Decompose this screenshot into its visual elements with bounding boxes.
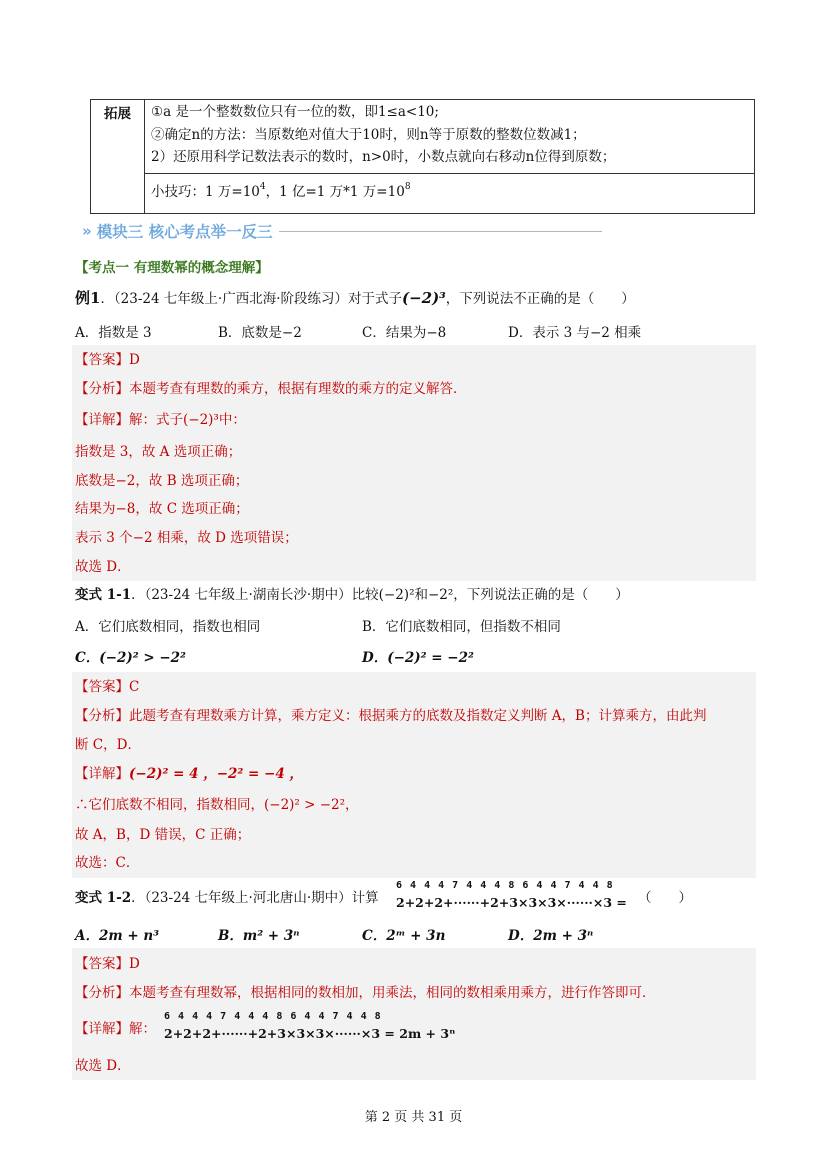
variant-1-1-stem-text: ．（23-24 七年级上·湖南长沙·期中）比较(−2)²和−2²，下列说法正确的是（ ） <box>131 587 629 603</box>
variant-1-1-analysis-1 <box>75 704 706 724</box>
example-1-option-c: C．结果为−8 <box>362 325 447 341</box>
variant-1-2-overbrace: 6 4 4 4 7 4 4 4 8 6 4 4 7 4 4 8 <box>396 880 614 891</box>
example-1-stem-b: ，下列说法不正确的是（ ） <box>445 291 635 307</box>
extension-line-2: ②确定n的方法：当原数绝对值大于10时，则n等于原数的整数位数减1； <box>151 126 586 143</box>
variant-1-1-option-a: A．它们底数相同，指数也相同 <box>75 619 261 635</box>
variant-1-1-detail-3: 故 A，B，D 错误，C 正确； <box>75 827 251 843</box>
analysis-text: 本题考查有理数幂，根据相同的数相加，用乘法，相同的数相乘用乘方，进行作答即可． <box>129 985 656 1001</box>
example-1-detail-line: 指数是 3，故 A 选项正确； <box>75 444 242 460</box>
variant-1-2-stem-a: ．（23-24 七年级上·河北唐山·期中）计算 <box>131 890 379 906</box>
variant-1-2-detail-end: 故选 D． <box>75 1058 131 1074</box>
example-1-label: 例1 <box>75 289 101 307</box>
detail-tag: 【详解】 <box>75 766 129 782</box>
example-1-detail-line: 底数是−2，故 B 选项正确； <box>75 473 249 489</box>
module-title: 模块三 核心考点举一反三 <box>96 223 273 241</box>
variant-1-2-option-b: B．m² + 3ⁿ <box>218 928 300 944</box>
variant-1-1-option-d: D．(−2)² = −2² <box>362 650 474 666</box>
example-1-detail-intro <box>75 408 246 428</box>
detail-tag: 【详解】 <box>75 412 129 428</box>
variant-1-2-expression: 2+2+2+······+2+3×3×3×······×3 = <box>396 895 627 910</box>
example-1-option-a: A．指数是 3 <box>75 325 152 341</box>
example-1-expr: (−2)³ <box>401 289 446 307</box>
page-footer: 第 2 页 共 31 页 <box>364 1110 463 1125</box>
module-title-bar <box>82 219 602 243</box>
variant-1-1-answer <box>75 675 139 695</box>
extension-line-3: 2）还原用科学记数法表示的数时，n>0时，小数点就向右移动n位得到原数； <box>151 149 616 165</box>
double-chevron-icon: » <box>82 222 89 240</box>
detail-pre: 解： <box>129 1021 156 1037</box>
variant-1-1-detail-1 <box>75 762 303 782</box>
variant-1-1-option-c: C．(−2)² > −2² <box>75 650 186 666</box>
tip-exponent-2: 8 <box>404 181 411 192</box>
tip-middle: ，1 亿=1 万*1 万=10 <box>265 183 405 200</box>
module-divider <box>279 231 602 232</box>
detail-intro-text: 解：式子(−2)³中： <box>129 412 246 428</box>
variant-1-1-label: 变式 1-1 <box>75 587 132 603</box>
analysis-text: 此题考查有理数乘方计算，乘方定义：根据乘方的底数及指数定义判断 A，B；计算乘方，由此判 <box>129 708 707 724</box>
variant-1-2-detail-expression: 2+2+2+······+2+3×3×3×······×3 = 2m + 3ⁿ <box>164 1026 456 1041</box>
example-1-option-b: B．底数是−2 <box>218 325 302 341</box>
extension-notes <box>145 100 755 174</box>
example-1-analysis <box>75 377 467 397</box>
variant-1-2-analysis <box>75 981 656 1001</box>
example-1-answer <box>75 348 140 368</box>
variant-1-1-option-b: B．它们底数相同，但指数不相同 <box>362 619 561 635</box>
variant-1-2-option-c: C．2ᵐ + 3n <box>362 928 446 944</box>
analysis-tag: 【分析】 <box>75 985 129 1001</box>
variant-1-2-answer <box>75 952 140 972</box>
variant-1-1-stem <box>75 583 629 603</box>
variant-1-1-detail-2: ∴它们底数不相同，指数相同，(−2)² > −2²， <box>75 797 359 813</box>
detail-tag: 【详解】 <box>75 1021 129 1037</box>
variant-1-2-stem <box>75 886 379 906</box>
answer-value: D <box>129 352 140 368</box>
tip-exponent-1: 4 <box>259 181 266 192</box>
tip-prefix: 小技巧：1 万=10 <box>151 183 260 200</box>
variant-1-2-option-d: D．2m + 3ⁿ <box>508 928 594 944</box>
variant-1-2-label: 变式 1-2 <box>75 890 132 906</box>
variant-1-2-stem-b: （ ） <box>638 890 692 906</box>
variant-1-2-option-a: A．2m + n³ <box>75 928 160 944</box>
extension-heading: 拓展 <box>91 100 145 214</box>
extension-line-1: ①a 是一个整数数位只有一位的数，即1≤a<10; <box>151 104 439 120</box>
kaodian-title: 【考点一 有理数幂的概念理解】 <box>75 260 269 276</box>
example-1-stem <box>75 287 635 308</box>
analysis-text: 本题考查有理数的乘方，根据有理数的乘方的定义解答． <box>129 381 467 397</box>
extension-table <box>90 99 755 214</box>
example-1-detail-line: 故选 D． <box>75 559 131 575</box>
analysis-tag: 【分析】 <box>75 708 129 724</box>
answer-value: D <box>129 956 140 972</box>
answer-value: C <box>129 679 140 695</box>
variant-1-1-detail-4: 故选：C． <box>75 855 140 871</box>
example-1-detail-line: 结果为−8，故 C 选项正确； <box>75 501 249 517</box>
detail-text: (−2)² = 4 ，−2² = −4 ， <box>129 766 303 782</box>
variant-1-1-analysis-2: 断 C，D． <box>75 737 141 753</box>
example-1-detail-line: 表示 3 个−2 相乘，故 D 选项错误； <box>75 530 298 546</box>
variant-1-2-detail-overbrace: 6 4 4 4 7 4 4 4 8 6 4 4 7 4 4 8 <box>164 1011 382 1022</box>
answer-tag: 【答案】 <box>75 352 129 368</box>
extension-tip <box>145 173 755 213</box>
answer-tag: 【答案】 <box>75 956 129 972</box>
answer-tag: 【答案】 <box>75 679 129 695</box>
analysis-tag: 【分析】 <box>75 381 129 397</box>
example-1-option-d: D．表示 3 与−2 相乘 <box>508 325 642 341</box>
example-1-stem-a: ．（23-24 七年级上·广西北海·阶段练习）对于式子 <box>100 291 402 307</box>
variant-1-2-detail-prefix <box>75 1017 156 1037</box>
